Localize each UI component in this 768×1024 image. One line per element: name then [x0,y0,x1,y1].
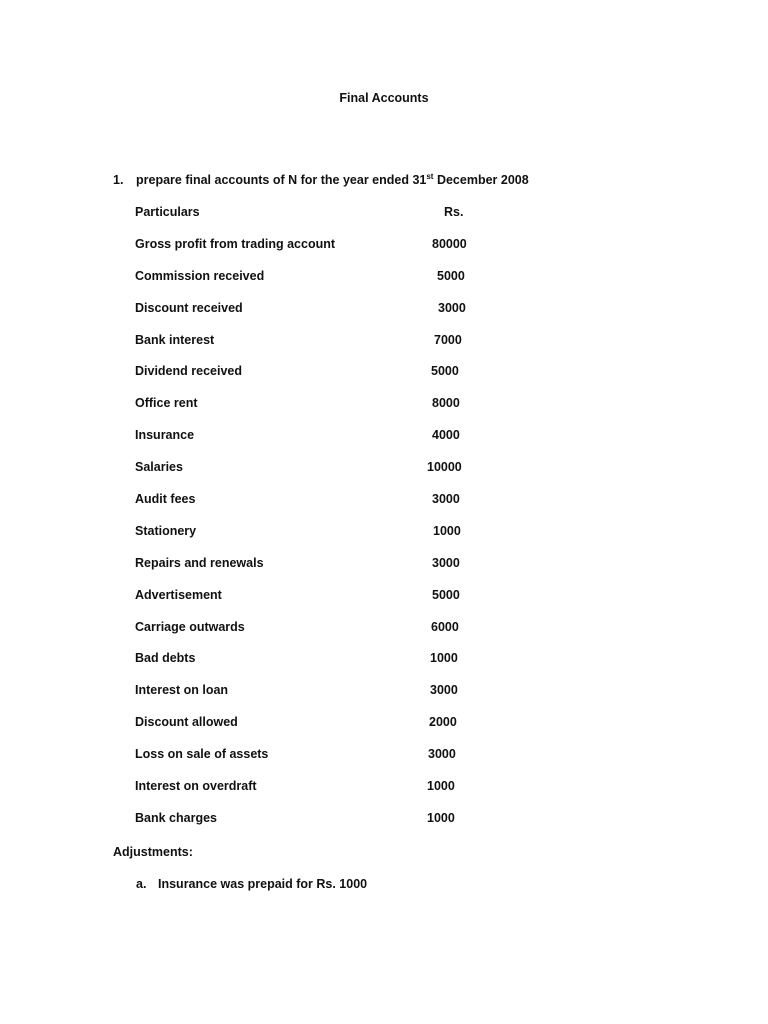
row-label: Salaries [135,460,183,475]
question-number: 1. [113,173,124,187]
row-amount: 1000 [427,779,455,794]
row-amount: 2000 [429,715,457,730]
table-header-row [135,205,475,237]
row-label: Stationery [135,523,197,538]
row-amount: 6000 [431,619,459,634]
row-amount: 10000 [427,460,462,475]
table-row [135,683,475,715]
row-amount: 3000 [428,747,456,762]
table-row [135,524,475,556]
row-amount: 4000 [432,428,460,443]
adjustment-letter: a. [136,877,147,891]
row-label: Office rent [135,396,198,411]
table-row [135,747,475,779]
table-row [135,269,475,301]
table-row [135,460,475,492]
row-amount: 7000 [434,332,462,347]
row-amount: 8000 [432,396,460,411]
row-label: Interest on loan [135,683,229,698]
row-label: Advertisement [135,587,222,602]
row-label: Repairs and renewals [135,555,264,570]
table-row [135,364,475,396]
table-row [135,651,475,683]
row-label: Bank interest [135,332,215,347]
adjustment-text: Insurance was prepaid for Rs. 1000 [158,877,368,891]
row-label: Insurance [135,428,195,443]
row-amount: 5000 [437,268,465,283]
row-amount: 3000 [438,300,466,315]
question-text-after: December 2008 [433,173,529,187]
table-row [135,556,475,588]
table-row [135,301,475,333]
row-label: Discount received [135,300,243,315]
question-superscript: st [426,171,434,181]
row-label: Gross profit from trading account [135,236,336,251]
row-amount: 5000 [431,364,459,379]
question-1 [113,173,529,187]
row-label: Interest on overdraft [135,779,257,794]
row-label: Bad debts [135,651,196,666]
table-row [135,588,475,620]
row-label: Bank charges [135,810,217,825]
row-label: Dividend received [135,364,242,379]
particulars-header: Particulars [135,205,200,219]
row-amount: 1000 [433,523,461,538]
row-label: Carriage outwards [135,619,245,634]
adjustments-heading: Adjustments: [113,845,193,859]
question-text-before: prepare final accounts of N for the year ended 31 [136,173,427,187]
amount-header: Rs. [444,205,464,219]
row-label: Discount allowed [135,715,238,730]
particulars-table [135,205,475,843]
table-row [135,620,475,652]
row-amount: 3000 [432,555,460,570]
table-row [135,492,475,524]
adjustment-item [136,877,367,891]
table-row [135,237,475,269]
table-row [135,396,475,428]
row-label: Loss on sale of assets [135,747,269,762]
row-amount: 3000 [432,492,460,507]
row-amount: 80000 [432,236,467,251]
table-row [135,333,475,365]
row-amount: 3000 [430,683,458,698]
row-amount: 1000 [427,810,455,825]
table-row [135,811,475,843]
page-title: Final Accounts [339,91,429,105]
table-row [135,715,475,747]
table-row [135,779,475,811]
row-amount: 1000 [430,651,458,666]
table-row [135,428,475,460]
row-amount: 5000 [432,587,460,602]
row-label: Commission received [135,268,265,283]
row-label: Audit fees [135,492,196,507]
